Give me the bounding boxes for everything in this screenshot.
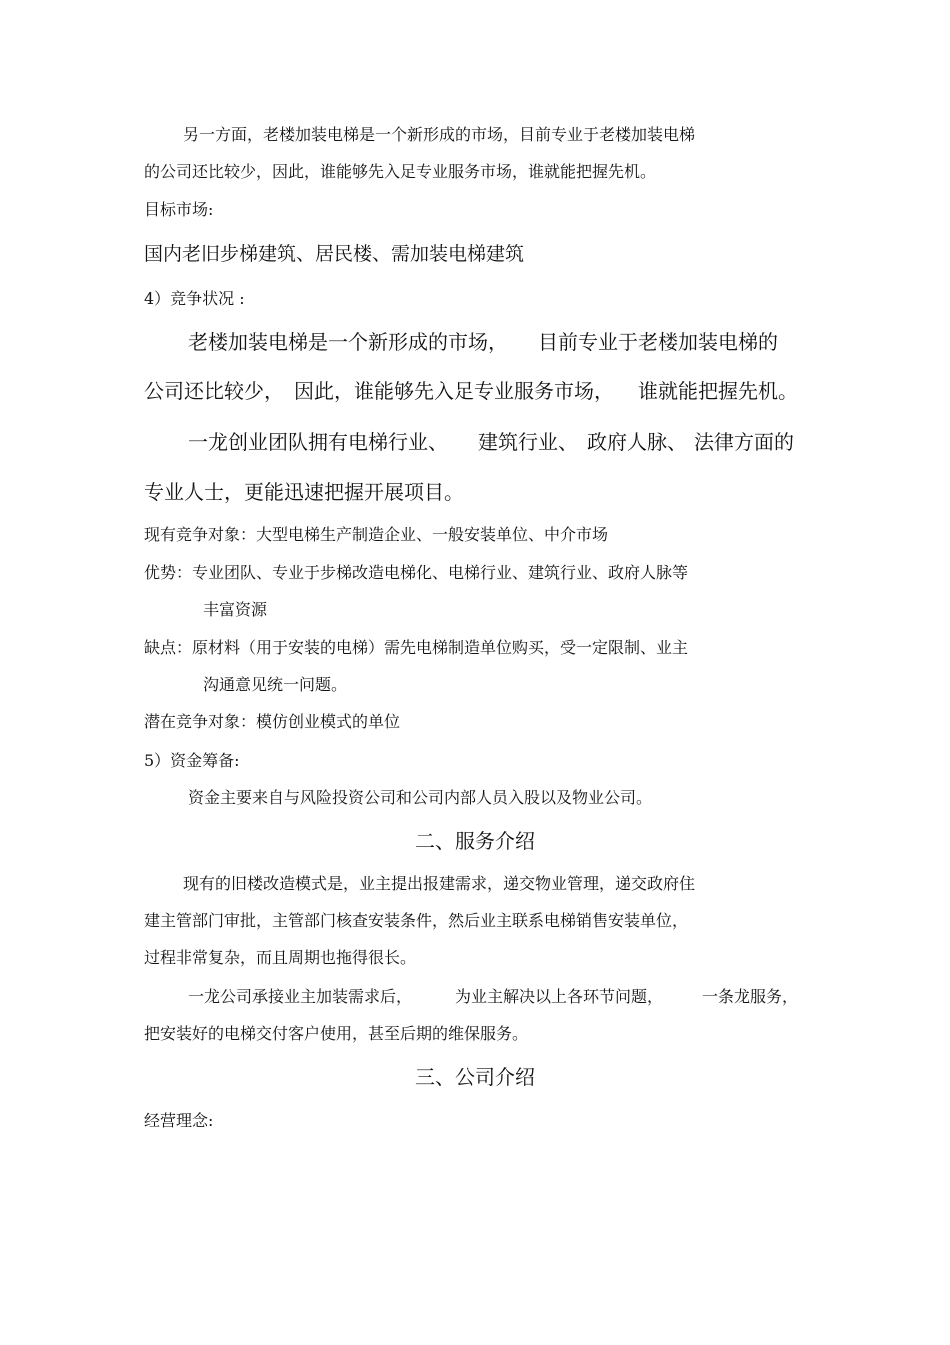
competition-p2-line2: 专业人士，更能迅速把握开展项目。 xyxy=(144,480,464,504)
para1-line2: 的公司还比较少，因此，谁能够先入足专业服务市场，谁就能把握先机。 xyxy=(144,162,657,181)
competition-p1-line1-b: 目前专业于老楼加装电梯的 xyxy=(538,330,778,354)
service-p1-line3: 过程非常复杂，而且周期也拖得很长。 xyxy=(144,948,417,967)
disadvantages-line1: 缺点：原材料（用于安装的电梯）需先电梯制造单位购买，受一定限制、业主 xyxy=(144,638,689,657)
philosophy-label: 经营理念: xyxy=(144,1111,214,1130)
para1-line1: 另一方面，老楼加装电梯是一个新形成的市场，目前专业于老楼加装电梯 xyxy=(183,125,696,144)
advantages-line1: 优势：专业团队、专业于步梯改造电梯化、电梯行业、建筑行业、政府人脉等 xyxy=(144,563,689,582)
competition-p2-line1-c: 政府人脉、 xyxy=(587,430,687,454)
funding-heading: 5）资金筹备: xyxy=(144,751,240,770)
competition-heading: 4）竞争状况 : xyxy=(144,289,245,308)
funding-text: 资金主要来自与风险投资公司和公司内部人员入股以及物业公司。 xyxy=(188,788,653,807)
competition-p2-line1-d: 法律方面的 xyxy=(694,430,794,454)
competition-p2-line1-b: 建筑行业、 xyxy=(478,430,578,454)
section-title-service: 二、服务介绍 xyxy=(415,829,535,853)
potential-competitors: 潜在竞争对象：模仿创业模式的单位 xyxy=(144,712,401,731)
service-p1-line2: 建主管部门审批，主管部门核查安装条件，然后业主联系电梯销售安装单位， xyxy=(144,911,689,930)
service-p2-line1-a: 一龙公司承接业主加装需求后， xyxy=(188,987,413,1006)
service-p2-line2: 把安装好的电梯交付客户使用，甚至后期的维保服务。 xyxy=(144,1024,529,1043)
service-p2-line1-b: 为业主解决以上各环节问题， xyxy=(455,987,664,1006)
competition-p2-line1-a: 一龙创业团队拥有电梯行业、 xyxy=(188,430,448,454)
competition-p1-line2-a: 公司还比较少， xyxy=(144,379,284,403)
competition-p1-line1-a: 老楼加装电梯是一个新形成的市场， xyxy=(188,330,508,354)
competition-p1-line2-b: 因此，谁能够先入足专业服务市场， xyxy=(294,379,614,403)
target-market-label: 目标市场: xyxy=(144,200,214,219)
competition-p1-line2-c: 谁就能把握先机。 xyxy=(638,379,798,403)
section-title-company: 三、公司介绍 xyxy=(415,1065,535,1089)
current-competitors: 现有竞争对象：大型电梯生产制造企业、一般安装单位、中介市场 xyxy=(144,525,609,544)
disadvantages-line2: 沟通意见统一问题。 xyxy=(203,675,348,694)
service-p1-line1: 现有的旧楼改造模式是，业主提出报建需求，递交物业管理，递交政府住 xyxy=(183,874,696,893)
advantages-line2: 丰富资源 xyxy=(203,600,268,619)
target-market-value: 国内老旧步梯建筑、居民楼、需加装电梯建筑 xyxy=(144,243,525,265)
service-p2-line1-c: 一条龙服务， xyxy=(702,987,799,1006)
